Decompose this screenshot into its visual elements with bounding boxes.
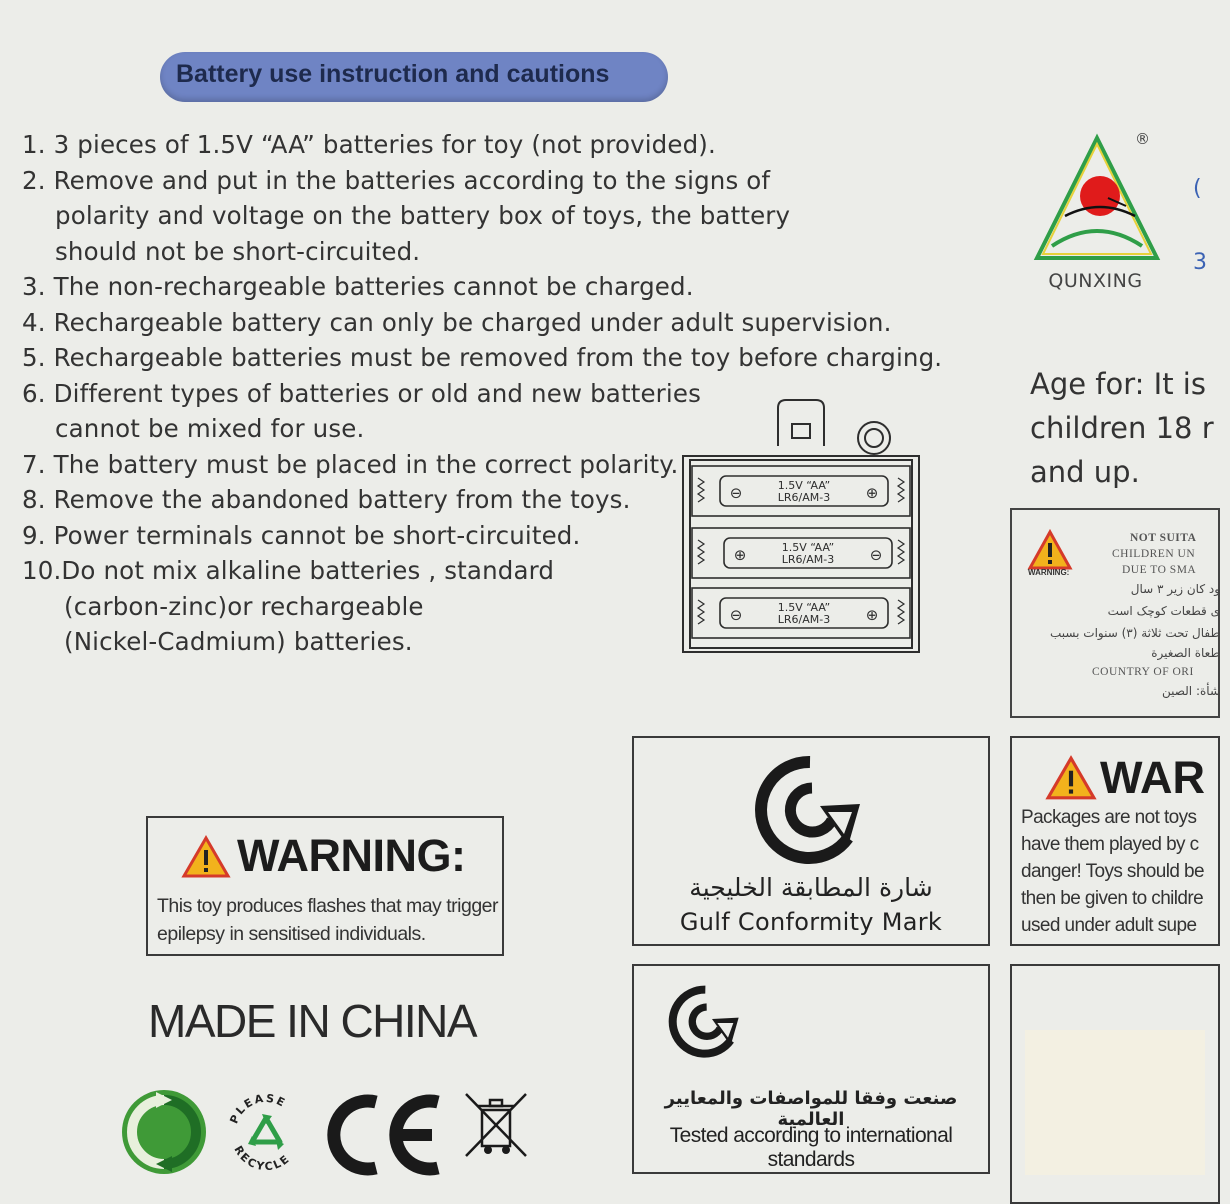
- age-recommendation: [1030, 362, 1230, 494]
- instruction-line: 8. Remove the abandoned battery from the toys.: [22, 485, 631, 514]
- battery-terminal-symbol: ⊖: [729, 484, 743, 502]
- epilepsy-warning-text: [157, 892, 502, 948]
- epilepsy-warning-title: WARNING:: [237, 830, 466, 881]
- instruction-line: 5. Rechargeable batteries must be removed from the toy before charging.: [22, 343, 943, 372]
- instruction-line: 2. Remove and put in the batteries according to the signs of: [22, 165, 771, 195]
- weee-bin-icon: [462, 1090, 530, 1162]
- rw-line: then be given to childre: [1021, 888, 1204, 909]
- battery-cell-type: LR6/AM-3: [781, 553, 835, 566]
- right-warning-title: WAR: [1100, 752, 1205, 803]
- made-in-china-label: MADE IN CHINA: [148, 995, 477, 1047]
- age-line: children 18 r: [1030, 411, 1214, 445]
- battery-cell-voltage: 1.5V “AA”: [777, 479, 831, 492]
- warning-triangle-icon: [1028, 530, 1072, 570]
- epi-line: This toy produces flashes that may trigger: [157, 895, 498, 917]
- battery-cell-voltage: 1.5V “AA”: [777, 601, 831, 614]
- sw-line: شأة: الصين: [1161, 684, 1220, 698]
- epi-line: epilepsy in sensitised individuals.: [157, 923, 426, 945]
- small-warning-box: [1010, 508, 1220, 718]
- battery-terminal-symbol: ⊖: [869, 546, 883, 564]
- logo-brand-name: QUNXING: [1048, 270, 1143, 292]
- battery-cell-type: LR6/AM-3: [777, 613, 831, 626]
- svg-text:RECYCLE: [231, 1144, 292, 1174]
- instruction-line: 1. 3 pieces of 1.5V “AA” batteries for toy (not provided).: [22, 130, 716, 159]
- blank-sticker: [1025, 1030, 1205, 1175]
- sw-line: COUNTRY OF ORI: [1092, 666, 1194, 678]
- battery-terminal-symbol: ⊕: [865, 606, 879, 624]
- sw-line: DUE TO SMA: [1122, 564, 1197, 576]
- svg-text:PLEASE: [227, 1092, 288, 1126]
- instruction-line: (carbon-zinc)or rechargeable: [64, 591, 424, 621]
- edge-glyph-2: 3: [1193, 250, 1207, 275]
- instruction-line: should not be short-circuited.: [55, 236, 421, 266]
- sw-line: طعاة الصغيرة: [1151, 646, 1220, 660]
- please-recycle-icon: [222, 1088, 310, 1176]
- header-title: Battery use instruction and cautions: [176, 60, 610, 88]
- rw-line: danger! Toys should be: [1021, 861, 1204, 882]
- green-dot-icon: [120, 1088, 208, 1176]
- sw-line: NOT SUITA: [1130, 532, 1197, 544]
- battery-cells: [692, 466, 910, 638]
- tested-english-text: Tested according to international standards: [669, 1124, 953, 1171]
- battery-cell: [692, 466, 910, 516]
- recycle-top-text: PLEASE: [227, 1091, 289, 1126]
- battery-box-diagram: [682, 398, 920, 654]
- instruction-line: 7. The battery must be placed in the correct polarity.: [22, 449, 679, 479]
- registered-mark: ®: [1135, 130, 1150, 148]
- age-line: and up.: [1030, 455, 1140, 489]
- battery-cell-type: LR6/AM-3: [777, 491, 831, 504]
- edge-glyph-1: (: [1193, 176, 1202, 201]
- right-warning-text: [1021, 804, 1221, 939]
- recycle-bottom-text: RECYCLE: [231, 1143, 293, 1174]
- battery-terminal-symbol: ⊖: [729, 606, 743, 624]
- instruction-line: 10.Do not mix alkaline batteries , standard: [22, 556, 555, 585]
- gulf-mark-english: Gulf Conformity Mark: [679, 908, 943, 936]
- gulf-mark-arabic: شارة المطابقة الخليجية: [689, 873, 933, 902]
- rw-line: used under adult supe: [1021, 915, 1197, 936]
- instruction-line: (Nickel-Cadmium) batteries.: [64, 627, 413, 656]
- rw-line: have them played by c: [1021, 834, 1199, 855]
- battery-cell-voltage: 1.5V “AA”: [781, 541, 835, 554]
- instruction-line: polarity and voltage on the battery box of toys, the battery: [55, 201, 791, 230]
- instruction-line: 4. Rechargeable battery can only be charged under adult supervision.: [22, 307, 892, 337]
- rw-line: Packages are not toys: [1021, 807, 1197, 828]
- gulf-conformity-icon: [748, 754, 868, 864]
- sw-line: ود کان زیر ۳ سال: [1130, 582, 1220, 596]
- age-line: Age for: It is: [1030, 367, 1206, 401]
- warning-triangle-icon: [182, 836, 230, 878]
- warning-triangle-icon: [1046, 756, 1096, 800]
- battery-terminal-symbol: ⊕: [865, 484, 879, 502]
- small-warning-label: WARNING:: [1028, 568, 1070, 577]
- battery-cell: [692, 528, 910, 578]
- sw-line: CHILDREN UN: [1112, 548, 1196, 560]
- ce-mark-icon: [320, 1092, 445, 1177]
- instruction-line: cannot be mixed for use.: [55, 414, 365, 443]
- sw-line: طفال تحت ثلاثة (٣) سنوات بسبب: [1050, 626, 1220, 640]
- gulf-conformity-small-icon: [664, 984, 744, 1058]
- battery-terminal-symbol: ⊕: [733, 546, 747, 564]
- instruction-line: 9. Power terminals cannot be short-circuited.: [22, 520, 581, 550]
- instruction-line: 6. Different types of batteries or old and new batteries: [22, 378, 701, 408]
- battery-cell: [692, 588, 910, 638]
- tested-arabic-text: صنعت وفقا للمواصفات والمعايير العالمية: [664, 1088, 958, 1130]
- instruction-line: 3. The non-rechargeable batteries cannot be charged.: [22, 272, 694, 301]
- sw-line: ی قطعات کوچک است: [1107, 604, 1220, 618]
